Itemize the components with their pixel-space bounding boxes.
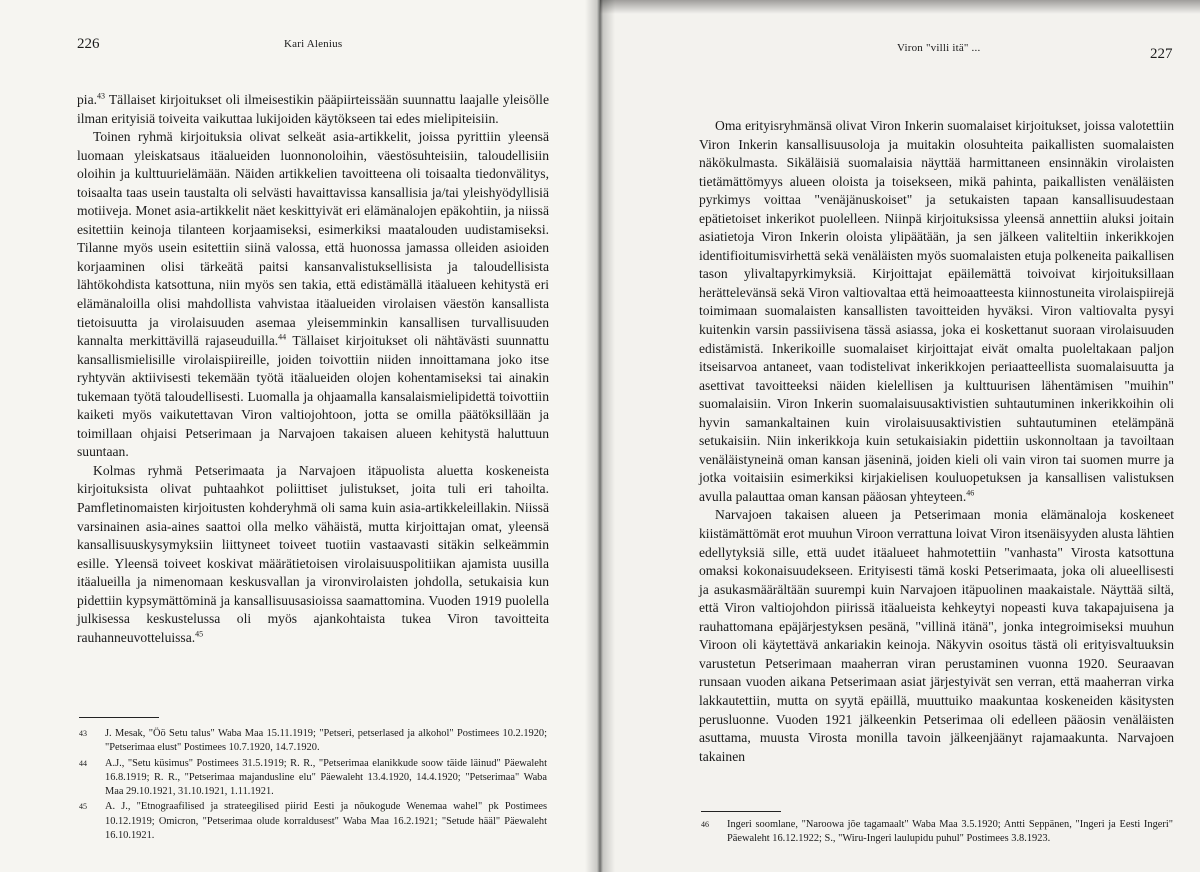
footnote: 45 A. J., "Etnograafilised ja strateegilised piirid Eesti ja nõukogude Wenemaa wahel" pk Postimees 10.12.1919; Omicron, "Petserimaa olude korraldusest" Waba Maa 16.2.1921; "Setude hääl" Päewaleht 16.10.1921. [79, 801, 547, 842]
paragraph: Kolmas ryhmä Petserimaata ja Narvajoen itäpuolista aluetta koskeneista kirjoituksista olivat puhtaahkot poliittiset julistukset, joita tuli eri tahoilta. Pamfletinomaisten kirjoitusten kohderyhmä oli sama kuin asia-artikkeleillakin. Niissä varsinainen asia-aines saattoi olla melko vähäistä, mutta kirjoittajan omat, yleensä kansallisuuskysymyksiin liittyneet toiveet tuotiin vastaavasti sitäkin selkeämmin esille. Yleensä toiveet koskivat määrätietoisen virolaisuuspolitiikan ajamista uusilla itäalueilla ja nimenomaan keskusvallan ja vironvirolaisten johdolla, setukaisia kun pidettiin kypsymättöminä ja kansallisuusasioissa saamattomina. Vuoden 1919 puolella julkisessa keskustelussa oli myös ajankohtaista tukea Viron tavoitteita rauhanneuvotteluissa.$^{45}$ [77, 462, 549, 645]
footnote-ref: 46 [966, 488, 975, 498]
footnote-rule [79, 717, 159, 718]
footnote-ref: 43 [97, 91, 106, 101]
book-gutter-shadow [585, 0, 615, 872]
paragraph: pia.$^{43}$ Tällaiset kirjoitukset oli ilmeisestikin pääpiirteissään suunnattu laajalle yleisölle ilman erityisiä toiveita vaikuttaa lukijoiden käytökseen tai edes mielipiteisiin. [77, 91, 549, 126]
right-page [600, 0, 1200, 872]
footnote-rule [701, 811, 781, 812]
running-head: Viron "villi itä" ... [897, 42, 981, 54]
footnotes [79, 727, 547, 844]
page-edge-shadow [600, 0, 1200, 14]
body-text [77, 91, 549, 647]
footnote-ref: 44 [278, 332, 287, 342]
footnotes [701, 818, 1173, 848]
footnote-ref: 45 [195, 629, 204, 639]
footnote: 46 Ingeri soomlane, "Naroowa jõe tagamaalt" Waba Maa 3.5.1920; Antti Seppänen, "Ingeri ja Eesti Ingeri" Päewaleht 16.12.1922; S., "Wiru-Ingeri laulupidu puhul" Postimees 3.8.1923. [701, 819, 1173, 845]
footnote: 44 A.J., "Setu küsimus" Postimees 31.5.1919; R. R., "Petserimaa elanikkude soow täide läinud" Päewaleht 16.8.1919; R. R., "Petserimaa majandusline elu" Päewaleht 13.4.1920, 14.4.1920; "Petserimaa" Waba Maa 29.10.1921, 31.10.1921, 1.11.1921. [79, 757, 547, 798]
paragraph: Oma erityisryhmänsä olivat Viron Inkerin suomalaiset kirjoitukset, joissa valotettiin Viron Inkerin kansallisuusoloja ja muitakin olosuhteita paikallisten suomalaisten näkökulmasta. Sikäläisiä suomalaisia näyttää harmittaneen ensinnäkin virolaisten tietämättömyys alueen oloista ja toisekseen, mikä pahinta, paikallisten venäläisten pyrkimys voittaa "venäjänuskoiset" ja setukaisten tapaan kansallisuudestaan epätietoiset inkerikot puolelleen. Niinpä kirjoituksissa yleensä annettiin aluksi joitain asiatietoja Viron Inkerin oloista ylipäätään, ja sen jälkeen valiteltiin inkerikkojen identifioitumisvirhettä sekä venäläisten myös suomalaisten etuja polkeneita paikallisen tason ylivaltapyrkimyksiä. Kirjoittajat epäilemättä toivoivat kirjoituksillaan herättelevänsä sekä Viron valtiovaltaa että heimoaatteesta kiinnostuneita virolaispiirejä toimimaan suomalaisten kansallisten tavoitteiden hyväksi. Viron valtiovalta pysyi kuitenkin varsin passiivisena tässä asiassa, joka ei koskettanut suoraan virolaisuuden edistämistä. Inkerikoille suomalaiset kirjoittajat eivät omalta puoleltakaan paljon itseisarvoa antaneet, vaan todistelivat inkerikkojen periaatteellista suomalaisuutta ja asettivat tavoitteeksi näiden kielellisen ja kulttuurisen lähentämisen "muihin" suomalaisiin. Viron Inkerin suomalaisuusaktivistien suhtautuminen inkerikkoihin oli hyvin samankaltainen kuin virolaisuusaktivistien suhtautuminen etelämpänä setukaisiin. Niin inkerikkoja kuin setukaisiakin pidettiin uskonnoltaan ja tavoiltaan venäläistyneinä oman kansan jäseninä, joiden kieli oli vain viron tai suomen murre ja jotka voitaisiin esimerkiksi kirjakielisen kouluopetuksen ja kansallisen valistuksen avulla palauttaa oman kansan pääosan yhteyteen.$^{46}$ [699, 118, 1174, 504]
footnote: 43 J. Mesak, "Öö Setu talus" Waba Maa 15.11.1919; "Petseri, petserlased ja alkohol" Postimees 10.2.1920; "Petserimaa elust" Postimees 10.7.1920, 14.7.1920. [79, 728, 547, 754]
paragraph: Narvajoen takaisen alueen ja Petserimaan monia elämänaloja koskeneet kiistämättömät erot muuhun Viroon verrattuna loivat Viron itsenäisyyden alusta lähtien edellytyksiä sille, että uudet itäalueet hahmotettiin "vanhasta" Virosta katsottuna omaksi kokonaisuudekseen. Erityisesti tämä koski Petserimaata, joka oli alueellisesti ja asukasmäärältään suurempi kuin Narvajoen itäpuolinen maakaistale. Näyttää siltä, että Viron valtiojohdon piirissä itäalueista kehkeytyi nopeasti kuva takapajuisena ja rauhattomana epäjärjestyksen pesänä, "villinä itänä", jonka integroimiseksi muuhun Viroon oli käytettävä ankariakin keinoja. Näkyvin osoitus tästä oli erityisvaltuuksin varustetun Petserimaan maaherran viran perustaminen vuonna 1920. Seuraavan runsaan vuoden aikana Petserimaan asiat järjestyivät sen verran, että maaherran virka lakkautettiin, mutta on syytä epäillä, muuttuiko maakuntaa koskeneiden käsitysten perusluonne. Vuoden 1921 jälkeenkin Petserimaa oli edelleen pääosin venäläisten asuttama, muusta Virosta monilla tavoin jälkeenjäänyt rajamaakunta. Narvajoen takainen [699, 507, 1174, 764]
paragraph: Toinen ryhmä kirjoituksia olivat selkeät asia-artikkelit, joissa pyrittiin yleensä luomaan yleiskatsaus itäalueiden luonnonoloihin, väestösuhteisiin, taloudellisiin oloihin ja kulttuurielämään. Näiden artikkelien tavoitteena oli toisaalta tiedonvälitys, toisaalta taas usein taustalta oli selvästi havaittavissa kansallisia ja/tai yleishyödyllisiä motiiveja. Monet asia-artikkelit näet keskittyivät eri elämänalojen epäkohtiin, ja niissä esitettiin keinoja tilanteen korjaamiseksi, esimerkiksi maatalouden uudistamiseksi. Tilanne myös usein esitettiin siinä valossa, että huonossa jamassa olleiden asioiden korjaaminen olisi tärkeätä paitsi kansanvalistuksellisista ja taloudellisista lähtökohdista katsottuna, niin myös sen takia, että edistämällä itäalueen kehitystä eri elämänaloilla olisi mahdollista vahvistaa itäalueiden virolaisen väestön kansallista tietoisuutta ja virolaisuuden asemaa yleisemminkin kansallisen turvallisuuden kannalta merkittävillä rajaseuduilla.$^{44}$ Tällaiset kirjoitukset oli nähtävästi suunnattu kansallismielisille virolaispiireille, joiden toivottiin niiden innoittamana joko itse ryhtyvän aktiivisesti tekemään työtä itäalueiden olojen kohentamiseksi tai ainakin tukemaan työtä taloudellisesti. Luomalla ja ohjaamalla kansalaismielipidettä toivottiin kaiketi myös vaikutettavan Viron valtiojohtoon, jotta se omilla päätöksillään ja toimillaan ohjaisi Petserimaan ja Narvajoen takaisen alueen kehitystä haluttuun suuntaan. [77, 129, 549, 460]
page-number: 226 [77, 36, 100, 52]
page-number: 227 [1150, 46, 1173, 62]
body-text [699, 117, 1174, 766]
running-head: Kari Alenius [284, 38, 343, 50]
